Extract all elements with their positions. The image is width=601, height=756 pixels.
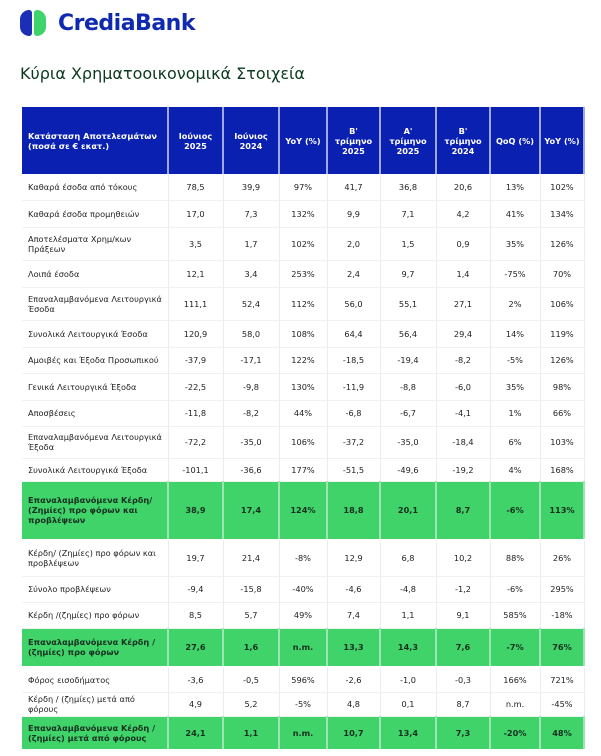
column-header: Κατάσταση Αποτελεσμάτων (ποσά σε € εκατ.) [22, 107, 168, 174]
cell-value: 19,7 [168, 540, 223, 576]
row-label: Κέρδη / (ζημίες) μετά από φόρους [22, 692, 168, 716]
cell-value: -11,9 [327, 373, 380, 400]
cell-value: 7,3 [223, 200, 279, 227]
table-row [22, 227, 584, 260]
crediabank-logo [20, 10, 195, 36]
cell-value: 41% [490, 200, 540, 227]
cell-value: 2,0 [327, 227, 380, 260]
row-label: Αμοιβές και Έξοδα Προσωπικού [22, 347, 168, 373]
cell-value: -49,6 [380, 458, 436, 481]
table-row [22, 426, 584, 458]
cell-value: 4% [490, 458, 540, 481]
cell-value: 130% [279, 373, 327, 400]
cell-value: -6% [490, 576, 540, 602]
cell-value: 7,3 [436, 716, 490, 750]
row-label: Λοιπά έσοδα [22, 260, 168, 287]
cell-value: 17,0 [168, 200, 223, 227]
table-row [22, 287, 584, 320]
cell-value: 108% [279, 320, 327, 347]
row-label: Επαναλαμβανόμενα Κέρδη / (ζημίες) μετά από φόρους [22, 716, 168, 750]
row-label: Συνολικά Λειτουργικά Έσοδα [22, 320, 168, 347]
cell-value: 132% [279, 200, 327, 227]
cell-value: 166% [490, 667, 540, 692]
cell-value: -51,5 [327, 458, 380, 481]
cell-value: -3,6 [168, 667, 223, 692]
row-label: Κέρδη/ (Ζημίες) προ φόρων και προβλέψεων [22, 540, 168, 576]
cell-value: 58,0 [223, 320, 279, 347]
highlight-row [22, 481, 584, 540]
cell-value: 26% [540, 540, 584, 576]
table-row [22, 458, 584, 481]
cell-value: 38,9 [168, 481, 223, 540]
cell-value: -4,6 [327, 576, 380, 602]
highlight-row [22, 716, 584, 750]
cell-value: 1,5 [380, 227, 436, 260]
cell-value: -6% [490, 481, 540, 540]
cell-value: 17,4 [223, 481, 279, 540]
cell-value: 14% [490, 320, 540, 347]
row-label: Καθαρά έσοδα από τόκους [22, 174, 168, 200]
cell-value: -18,4 [436, 426, 490, 458]
cell-value: 88% [490, 540, 540, 576]
cell-value: -1,2 [436, 576, 490, 602]
cell-value: 21,4 [223, 540, 279, 576]
cell-value: 7,6 [436, 628, 490, 667]
cell-value: 1,4 [436, 260, 490, 287]
cell-value: 3,4 [223, 260, 279, 287]
cell-value: n.m. [490, 692, 540, 716]
cell-value: -45% [540, 692, 584, 716]
cell-value: -22,5 [168, 373, 223, 400]
cell-value: -7% [490, 628, 540, 667]
cell-value: 120,9 [168, 320, 223, 347]
cell-value: 3,5 [168, 227, 223, 260]
cell-value: 78,5 [168, 174, 223, 200]
cell-value: -15,8 [223, 576, 279, 602]
cell-value: 20,1 [380, 481, 436, 540]
cell-value: n.m. [279, 716, 327, 750]
cell-value: 168% [540, 458, 584, 481]
table-row [22, 174, 584, 200]
cell-value: 102% [279, 227, 327, 260]
cell-value: -75% [490, 260, 540, 287]
cell-value: 113% [540, 481, 584, 540]
cell-value: 98% [540, 373, 584, 400]
cell-value: -9,8 [223, 373, 279, 400]
cell-value: -11,8 [168, 400, 223, 426]
cell-value: 122% [279, 347, 327, 373]
cell-value: -40% [279, 576, 327, 602]
cell-value: -35,0 [223, 426, 279, 458]
row-label: Επαναλαμβανόμενα Λειτουργικά Έξοδα [22, 426, 168, 458]
cell-value: 596% [279, 667, 327, 692]
row-label: Φόρος εισοδήματος [22, 667, 168, 692]
cell-value: -9,4 [168, 576, 223, 602]
cell-value: 721% [540, 667, 584, 692]
cell-value: -1,0 [380, 667, 436, 692]
table-row [22, 576, 584, 602]
cell-value: 13,3 [327, 628, 380, 667]
cell-value: 76% [540, 628, 584, 667]
cell-value: -0,3 [436, 667, 490, 692]
row-label: Αποτελέσματα Χρημ/κων Πράξεων [22, 227, 168, 260]
cell-value: -8,8 [380, 373, 436, 400]
column-header: B' τρίμηνο 2025 [327, 107, 380, 174]
cell-value: 56,0 [327, 287, 380, 320]
row-label: Αποσβέσεις [22, 400, 168, 426]
cell-value: 52,4 [223, 287, 279, 320]
cell-value: 2,4 [327, 260, 380, 287]
cell-value: 97% [279, 174, 327, 200]
column-header: B' τρίμηνο 2024 [436, 107, 490, 174]
cell-value: 13% [490, 174, 540, 200]
cell-value: 44% [279, 400, 327, 426]
column-header: A' τρίμηνο 2025 [380, 107, 436, 174]
cell-value: 8,7 [436, 481, 490, 540]
cell-value: 10,2 [436, 540, 490, 576]
cell-value: 1,1 [223, 716, 279, 750]
cell-value: 66% [540, 400, 584, 426]
cell-value: 134% [540, 200, 584, 227]
cell-value: 49% [279, 602, 327, 628]
cell-value: 4,2 [436, 200, 490, 227]
cell-value: -8% [279, 540, 327, 576]
cell-value: 10,7 [327, 716, 380, 750]
cell-value: -5% [490, 347, 540, 373]
cell-value: 1,6 [223, 628, 279, 667]
table-row [22, 667, 584, 692]
row-label: Επαναλαμβανόμενα Λειτουργικά Έσοδα [22, 287, 168, 320]
cell-value: -36,6 [223, 458, 279, 481]
cell-value: 41,7 [327, 174, 380, 200]
cell-value: 27,6 [168, 628, 223, 667]
cell-value: 112% [279, 287, 327, 320]
row-label: Συνολικά Λειτουργικά Έξοδα [22, 458, 168, 481]
cell-value: -37,9 [168, 347, 223, 373]
cell-value: -6,7 [380, 400, 436, 426]
row-label: Γενικά Λειτουργικά Έξοδα [22, 373, 168, 400]
table-row [22, 602, 584, 628]
cell-value: 9,9 [327, 200, 380, 227]
cell-value: 35% [490, 373, 540, 400]
cell-value: 24,1 [168, 716, 223, 750]
cell-value: 8,7 [436, 692, 490, 716]
cell-value: 20,6 [436, 174, 490, 200]
cell-value: -8,2 [436, 347, 490, 373]
column-header: QoQ (%) [490, 107, 540, 174]
cell-value: -4,1 [436, 400, 490, 426]
cell-value: 124% [279, 481, 327, 540]
cell-value: 64,4 [327, 320, 380, 347]
row-label: Καθαρά έσοδα προμηθειών [22, 200, 168, 227]
cell-value: -0,5 [223, 667, 279, 692]
page-title: Κύρια Χρηματοοικονομικά Στοιχεία [20, 64, 305, 83]
cell-value: 5,7 [223, 602, 279, 628]
highlight-row [22, 628, 584, 667]
cell-value: 106% [279, 426, 327, 458]
column-header: Ιούνιος 2024 [223, 107, 279, 174]
cell-value: 126% [540, 227, 584, 260]
cell-value: 4,8 [327, 692, 380, 716]
cell-value: 119% [540, 320, 584, 347]
cell-value: -37,2 [327, 426, 380, 458]
cell-value: 106% [540, 287, 584, 320]
cell-value: -4,8 [380, 576, 436, 602]
cell-value: 1,1 [380, 602, 436, 628]
cell-value: 48% [540, 716, 584, 750]
cell-value: 55,1 [380, 287, 436, 320]
cell-value: 12,1 [168, 260, 223, 287]
cell-value: 39,9 [223, 174, 279, 200]
cell-value: 5,2 [223, 692, 279, 716]
cell-value: 36,8 [380, 174, 436, 200]
cell-value: 1,7 [223, 227, 279, 260]
cell-value: -19,4 [380, 347, 436, 373]
cell-value: 295% [540, 576, 584, 602]
cell-value: 253% [279, 260, 327, 287]
cell-value: -101,1 [168, 458, 223, 481]
cell-value: 102% [540, 174, 584, 200]
table-row [22, 540, 584, 576]
column-header: Ιούνιος 2025 [168, 107, 223, 174]
column-header: YoY (%) [540, 107, 584, 174]
table-row [22, 692, 584, 716]
cell-value: 35% [490, 227, 540, 260]
table-row [22, 200, 584, 227]
cell-value: 9,1 [436, 602, 490, 628]
cell-value: -6,0 [436, 373, 490, 400]
cell-value: -6,8 [327, 400, 380, 426]
cell-value: 14,3 [380, 628, 436, 667]
cell-value: -35,0 [380, 426, 436, 458]
cell-value: 111,1 [168, 287, 223, 320]
cell-value: -18% [540, 602, 584, 628]
cell-value: 27,1 [436, 287, 490, 320]
row-label: Επαναλαμβανόμενα Κέρδη / (ζημίες) προ φόρων [22, 628, 168, 667]
table-row [22, 320, 584, 347]
cell-value: 12,9 [327, 540, 380, 576]
cell-value: 103% [540, 426, 584, 458]
cell-value: 7,4 [327, 602, 380, 628]
table-row [22, 373, 584, 400]
logo-icon [20, 10, 46, 36]
cell-value: 8,5 [168, 602, 223, 628]
cell-value: 6% [490, 426, 540, 458]
row-label: Κέρδη /(ζημίες) προ φόρων [22, 602, 168, 628]
cell-value: 126% [540, 347, 584, 373]
cell-value: n.m. [279, 628, 327, 667]
table-row [22, 400, 584, 426]
column-header: YoY (%) [279, 107, 327, 174]
cell-value: 7,1 [380, 200, 436, 227]
table-row [22, 347, 584, 373]
cell-value: 9,7 [380, 260, 436, 287]
cell-value: 4,9 [168, 692, 223, 716]
cell-value: 585% [490, 602, 540, 628]
row-label: Επαναλαμβανόμενα Κέρδη/ (Ζημίες) προ φόρων και προβλέψεων [22, 481, 168, 540]
cell-value: 2% [490, 287, 540, 320]
financial-table [22, 107, 585, 751]
cell-value: -2,6 [327, 667, 380, 692]
cell-value: 0,1 [380, 692, 436, 716]
cell-value: -72,2 [168, 426, 223, 458]
cell-value: -18,5 [327, 347, 380, 373]
cell-value: -5% [279, 692, 327, 716]
cell-value: -8,2 [223, 400, 279, 426]
cell-value: -19,2 [436, 458, 490, 481]
table-row [22, 260, 584, 287]
row-label: Σύνολο προβλέψεων [22, 576, 168, 602]
cell-value: 29,4 [436, 320, 490, 347]
brand-name: CrediaBank [58, 10, 195, 36]
cell-value: -17,1 [223, 347, 279, 373]
cell-value: 0,9 [436, 227, 490, 260]
cell-value: 1% [490, 400, 540, 426]
cell-value: 70% [540, 260, 584, 287]
cell-value: 6,8 [380, 540, 436, 576]
cell-value: 18,8 [327, 481, 380, 540]
cell-value: 13,4 [380, 716, 436, 750]
cell-value: 56,4 [380, 320, 436, 347]
cell-value: -20% [490, 716, 540, 750]
cell-value: 177% [279, 458, 327, 481]
